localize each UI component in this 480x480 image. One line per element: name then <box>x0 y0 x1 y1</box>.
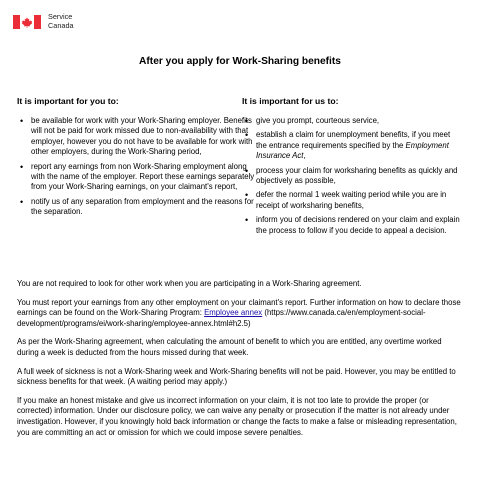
paragraph: You are not required to look for other work when you are participating in a Work-Sharing agreement. <box>17 279 362 288</box>
paragraph: As per the Work-Sharing agreement, when calculating the amount of benefit to which you are entitled, any overtime worked during a week is deducted from the hours missed during that week. <box>17 337 442 357</box>
service-canada-wordmark <box>48 13 74 30</box>
list-item: • defer the normal 1 week waiting period while you are in receipt of worksharing benefits, <box>242 190 463 211</box>
claimant-obligations-heading: It is important for you to: <box>17 96 119 106</box>
act-name: Employment Insurance Act <box>256 140 449 161</box>
service-commitments-list <box>242 116 466 236</box>
employee-annex-link[interactable]: Employee annex <box>204 308 263 318</box>
claimant-obligations-column <box>17 96 260 222</box>
list-item-text: establish a claim for unemployment benefits, if you meet the entrance requirements specified by the <box>256 130 451 150</box>
paragraph-text: You must report your earnings from any other employment on your claimant's report. Further information on how to declare those earnings can be found on the Work-Sharing Program: <box>17 297 461 318</box>
claimant-obligations-list <box>17 116 260 218</box>
list-item: • inform you of decisions rendered on your claim and explain the process to follow if you decide to appeal a decision. <box>242 215 463 236</box>
service-commitments-column <box>242 96 466 240</box>
page-header <box>13 13 74 35</box>
paragraph <box>17 298 465 330</box>
wordmark-line-2: Canada <box>48 20 74 30</box>
list-item-text: , <box>303 151 306 161</box>
information-body <box>17 279 465 446</box>
list-item: • give you prompt, courteous service, <box>242 116 463 126</box>
list-item <box>242 130 463 161</box>
wordmark-line-1: Service <box>48 12 73 21</box>
page-title: After you apply for Work-Sharing benefits <box>139 56 341 67</box>
list-item: • process your claim for worksharing benefits as quickly and objectively as possible, <box>242 166 463 187</box>
paragraph-text: (https://www.canada.ca/en/employment-social-development/programs/ei/work-sharing/employee-annex.html#h2.5) <box>17 308 426 328</box>
list-item: • notify us of any separation from employment and the reasons for the separation. <box>17 197 261 218</box>
list-item: • be available for work with your Work-Sharing employer. Benefits will not be paid for work missed due to non-availability with that employer, however you do not have to be available for work with other employers, during the Work-Sharing period, <box>17 116 261 158</box>
service-commitments-heading: It is important for us to: <box>242 96 339 106</box>
canada-flag-icon <box>13 15 41 29</box>
list-item: • report any earnings from non Work-Sharing employment along with the name of the employer. Report these earnings separately from your Work-Sharing earnings, on your claimant's report, <box>17 162 261 193</box>
paragraph: If you make an honest mistake and give us incorrect information on your claim, it is not too late to provide the proper (or corrected) information. Under our disclosure policy, we can waive any penalty or prosecution if the matter is not already under investigation. However, if you knowingly hold back information or change the facts to make a false or misleading representation, you are committing an act or omission for which we could impose severe penalties. <box>17 395 457 437</box>
paragraph: A full week of sickness is not a Work-Sharing week and Work-Sharing benefits will not be paid. However, you may be entitled to sickness benefits for that week. (A waiting period may apply.) <box>17 366 456 387</box>
